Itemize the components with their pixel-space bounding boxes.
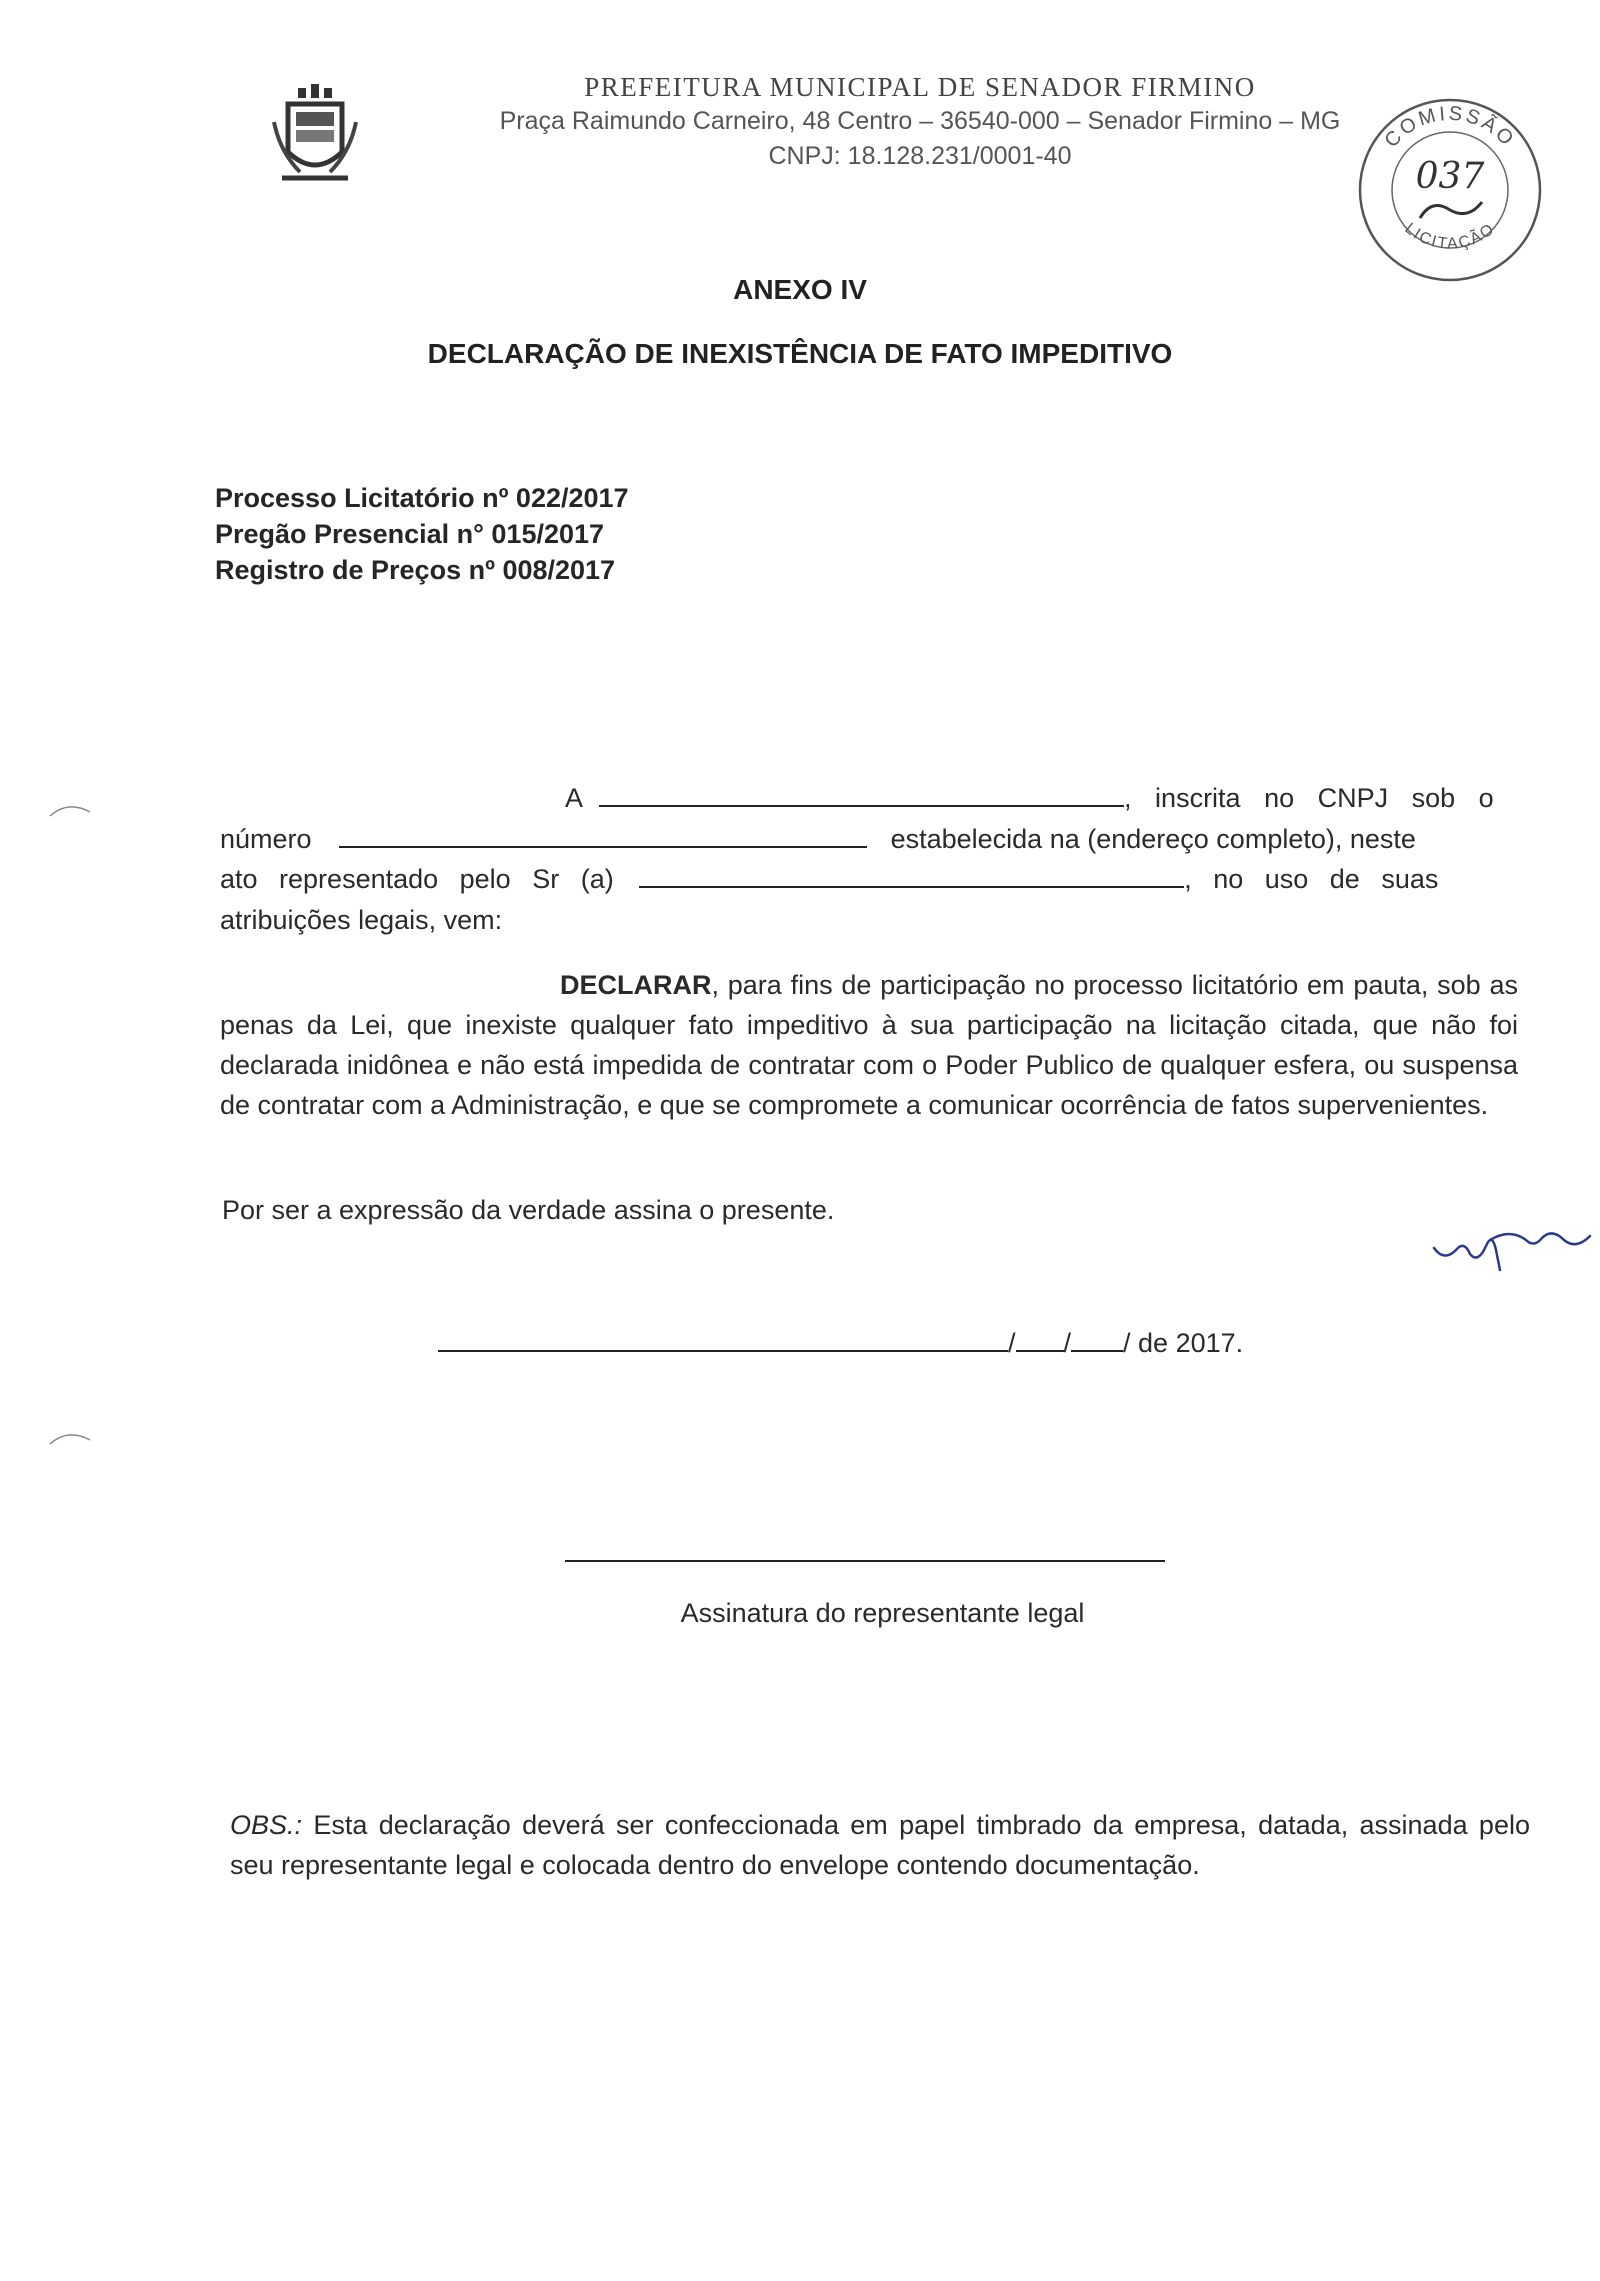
date-sep-1: / xyxy=(1008,1328,1016,1358)
date-year-suffix: / de 2017. xyxy=(1123,1328,1244,1358)
month-blank[interactable] xyxy=(1071,1328,1123,1352)
day-blank[interactable] xyxy=(1016,1328,1064,1352)
handwritten-initials-icon xyxy=(1430,1210,1600,1280)
form-numero-label: número xyxy=(220,824,312,854)
declaration-text-first: , para fins de participação no processo licitatório em xyxy=(711,970,1345,1000)
form-representado-label: ato representado pelo Sr (a) xyxy=(220,864,614,894)
municipality-address: Praça Raimundo Carneiro, 48 Centro – 36540-000 – Senador Firmino – MG xyxy=(499,107,1341,135)
declaration-paragraph xyxy=(220,965,1518,1125)
date-line xyxy=(438,1328,1243,1359)
municipality-name: PREFEITURA MUNICIPAL DE SENADOR FIRMINO xyxy=(584,72,1256,102)
signature-line[interactable] xyxy=(565,1560,1165,1562)
form-estabelecida-label: estabelecida na (endereço completo), neste xyxy=(890,824,1416,854)
svg-text:COMISSÃO xyxy=(1381,103,1520,152)
process-info xyxy=(215,480,629,588)
company-name-blank[interactable] xyxy=(599,783,1124,807)
process-registro: Registro de Preços nº 008/2017 xyxy=(215,555,616,585)
annex-title: ANEXO IV xyxy=(733,274,867,305)
obs-text: Esta declaração deverá ser confeccionada em papel timbrado da empresa, datada, assinada pelo seu representante legal e colocada dentro do envelope contendo documentação. xyxy=(230,1810,1530,1880)
signature-label: Assinatura do representante legal xyxy=(680,1598,1085,1628)
declaration-text-rest: pauta, sob as penas da Lei, que inexiste qualquer fato impeditivo à sua participação na licitação citada, que não foi declarada inidônea e não está impedida de contratar com o Poder Publico de qualquer esfera, ou suspensa de contratar com a Administração, e que se compromete a comunicar ocorrência de fatos supervenientes. xyxy=(220,970,1518,1120)
stamp-bottom-text: LICITAÇÃO xyxy=(1401,219,1499,253)
form-a-label: A xyxy=(565,783,582,813)
form-row-3 xyxy=(220,864,1438,895)
stamp-top-text: COMISSÃO xyxy=(1380,102,1520,152)
form-row-4 xyxy=(220,905,502,936)
margin-mark-icon xyxy=(48,800,92,820)
letterhead xyxy=(420,72,1420,171)
form-row-1 xyxy=(565,783,1494,814)
process-pregao: Pregão Presencial n° 015/2017 xyxy=(215,519,605,549)
municipality-cnpj: CNPJ: 18.128.231/0001-40 xyxy=(768,142,1072,170)
obs-label: OBS.: xyxy=(230,1810,303,1840)
process-licitatorio: Processo Licitatório nº 022/2017 xyxy=(215,483,629,513)
date-sep-2: / xyxy=(1063,1328,1072,1358)
representative-name-blank[interactable] xyxy=(639,864,1184,888)
form-cnpj-label: , inscrita no CNPJ sob o xyxy=(1124,783,1494,813)
closing-sentence: Por ser a expressão da verdade assina o presente. xyxy=(222,1195,835,1225)
form-uso-label: , no uso de suas xyxy=(1184,864,1439,894)
svg-text:LICITAÇÃO xyxy=(1401,220,1498,253)
declaration-title: DECLARAÇÃO DE INEXISTÊNCIA DE FATO IMPEDITIVO xyxy=(427,338,1173,369)
place-blank[interactable] xyxy=(438,1328,1008,1352)
form-row-2 xyxy=(220,824,1416,855)
declarar-keyword: DECLARAR xyxy=(560,970,712,1000)
stamp-number: 037 xyxy=(1415,156,1485,197)
form-atribuicoes-label: atribuições legais, vem: xyxy=(220,905,503,935)
municipal-crest-icon xyxy=(270,82,360,192)
cnpj-number-blank[interactable] xyxy=(339,824,867,848)
observation-note xyxy=(230,1805,1530,1885)
margin-mark-icon xyxy=(48,1428,92,1448)
commission-stamp xyxy=(1350,90,1550,290)
